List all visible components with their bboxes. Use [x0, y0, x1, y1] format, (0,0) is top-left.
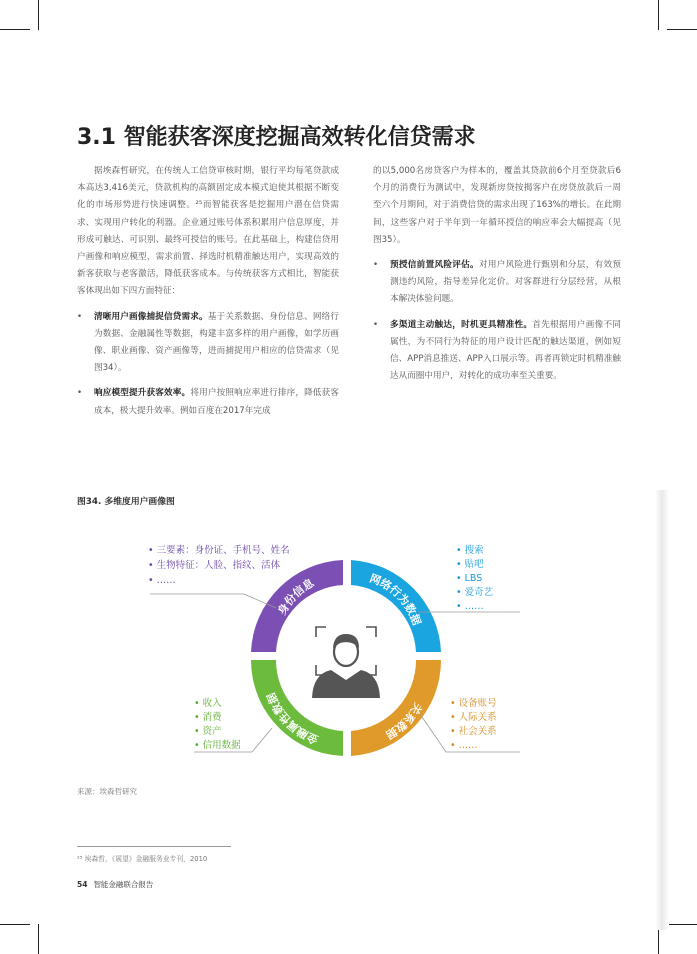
crop-mark-tr-v: [658, 0, 659, 30]
list-item: • LBS: [456, 573, 483, 584]
bullet-user-profile: [77, 309, 339, 378]
bullet-text: 对用户风险进行甄别和分层，有效预测违约风险，指导差异化定价。对客群进行分层经营，从根本解决体验问题。: [390, 260, 621, 305]
bullet-marker: •: [77, 388, 83, 399]
segment-identity: [251, 560, 343, 652]
crop-mark-tr-h: [667, 29, 697, 30]
list-item: • ……: [450, 740, 478, 751]
list-item: • 资产: [194, 726, 222, 737]
list-item: • 生物特征：人脸、指纹、活体: [148, 560, 281, 571]
footnote: ²⁵ 埃森哲，《展望》金融服务业专刊，2010: [77, 855, 208, 863]
person-icon: [312, 634, 380, 698]
list-item: • ……: [456, 601, 484, 612]
page-number: 54: [77, 880, 88, 889]
bullet-marker: •: [77, 311, 83, 322]
bullet-heading: 清晰用户画像捕捉信贷需求。: [94, 311, 208, 322]
bullet-marker: •: [373, 319, 379, 330]
bullet-heading: 响应模型提升获客效率。: [94, 388, 191, 399]
connector-identity: [150, 594, 276, 608]
crop-mark-bl-v: [38, 924, 39, 954]
list-item: • 爱奇艺: [456, 587, 494, 598]
section-title: 3.1 智能获客深度挖掘高效转化信贷需求: [77, 125, 476, 150]
footnote-divider: [77, 846, 231, 847]
bullet-text: 将用户按照响应率进行排序，降低获客成本，极大提升效率。例如百度在2017年完成: [94, 388, 339, 416]
bullet-text: 首先根据用户画像不同属性，为不同行为特征的用户设计匹配的触达渠道，例如短信、APP消息推送、APP入口展示等。再者再锁定时机精准触达从而圈中用户，对转化的成功率至关重要。: [390, 319, 621, 382]
list-item: • ……: [148, 575, 176, 586]
crop-mark-br-h: [667, 924, 697, 925]
report-name: 智能金融联合报告: [93, 880, 154, 889]
list-network: [456, 544, 494, 612]
list-identity: [148, 544, 290, 586]
list-item: • 人际关系: [450, 712, 497, 723]
segment-network: [351, 560, 441, 652]
segment-label-relation: 关系数据: [383, 700, 425, 742]
list-item: • 三要素：身份证、手机号、姓名: [148, 545, 290, 556]
right-column: [373, 163, 621, 393]
crop-mark-tl-v: [38, 0, 39, 30]
list-item: • 贴吧: [456, 559, 484, 570]
list-item: • 设备账号: [450, 698, 497, 709]
list-item: • 消费: [194, 712, 222, 723]
list-item: • 搜索: [456, 545, 484, 556]
crop-mark-tl-h: [0, 29, 30, 30]
bullet-multichannel: [373, 317, 621, 386]
bullet-marker: •: [373, 260, 379, 271]
page-edge-shade: [655, 490, 669, 930]
list-item: • 收入: [194, 698, 222, 709]
crop-mark-bl-h: [0, 924, 30, 925]
bullet-heading: 预授信前置风险评估。: [390, 260, 479, 271]
segment-label-finance: 金融属性数据: [264, 690, 321, 747]
bullet-pre-credit: [373, 257, 621, 309]
list-relation: [450, 697, 497, 751]
intro-paragraph: 据埃森哲研究，在传统人工信贷审核时期，银行平均每笔贷款成本高达3,416美元，贷款机构的高额固定成本模式迫使其根据不断变化的市场形势进行快速调整。²⁵而智能获客是挖掘用户潜在信贷需求、实现用户转化的利器。企业通过账号体系积累用户信息厚度，并形成可触达、可识别、最终可授信的账号。在此基础上，构建信贷用户画像和响应模型，需求前置、择选时机精准触达用户，实现高效的新客获取与老客激活，降低获客成本。与传统获客方式相比，智能获客体现出如下四方面特征：: [77, 166, 339, 297]
list-item: • 信用数据: [194, 740, 241, 751]
segment-label-network: 网络行为数据: [367, 571, 424, 628]
figure-source: 来源：埃森哲研究: [77, 787, 137, 796]
bullet-heading: 多渠道主动触达，时机更具精准性。: [390, 319, 533, 330]
bullet-response-model: [77, 385, 339, 419]
segment-label-identity: 身份信息: [275, 576, 317, 618]
page-footer: [77, 879, 153, 890]
continuation-paragraph: 的以5,000名房贷客户为样本的，覆盖其贷款前6个月至贷款后6个月的消费行为测试中，发现新房贷按揭客户在房贷放款后一周至六个月期间，对于消费信贷的需求出现了163%的增长。在此期间，这些客户对于半年到一年循环授信的响应率会大幅提高（见图35）。: [373, 166, 622, 245]
list-item: • 社会关系: [450, 726, 497, 737]
list-finance: [194, 697, 241, 751]
bullet-text: 基于关系数据、身份信息、网络行为数据、金融属性等数据，构建丰富多样的用户画像，如学历画像、职业画像、资产画像等，进而捕捉用户相应的信贷需求（见图34）。: [94, 311, 339, 374]
left-column: [77, 163, 339, 428]
figure-title: 图34. 多维度用户画像图: [77, 497, 175, 507]
